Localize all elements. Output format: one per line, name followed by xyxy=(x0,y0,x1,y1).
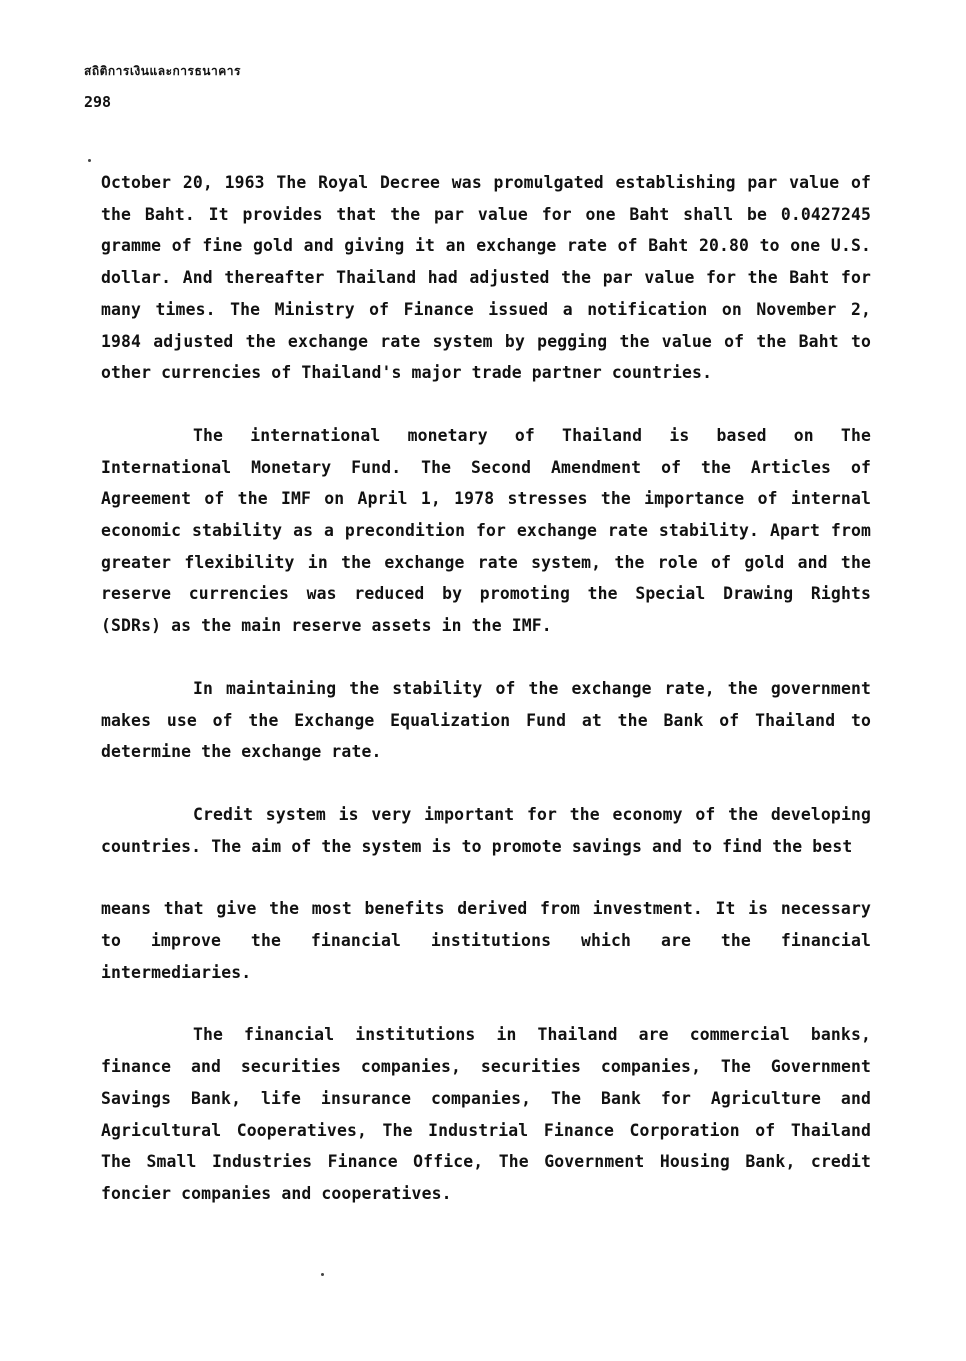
page-number: 298 xyxy=(84,93,112,111)
paragraph-credit-system: Credit system is very important for the economy of the developing countries. The aim of the system is to promote savings and to find the best xyxy=(101,804,871,856)
running-header-title: สถิติการเงินและการธนาคาร xyxy=(84,64,241,78)
paragraph-international-monetary: The international monetary of Thailand is based on The International Monetary Fund. The Second Amendment of the Articles of Agreement of the IMF on April 1, 1978 stresses the importance of internal economic stability as a precondition for exchange rate stability. Apart from greater flexibility in the exchange rate system, the role of gold and the reserve currencies was reduced by promoting the Special Drawing Rights (SDRs) as the main reserve assets in the IMF. xyxy=(101,425,871,636)
paragraph-financial-institutions: The financial institutions in Thailand are commercial banks, finance and securities companies, securities companies, The Government Savings Bank, life insurance companies, The Bank for Agriculture and Agricultural Cooperatives, The Industrial Finance Corporation of Thailand The Small Industries Finance Office, The Government Housing Bank, credit foncier companies and cooperatives. xyxy=(101,1025,871,1203)
scan-speck xyxy=(88,159,91,162)
scan-speck xyxy=(321,1273,324,1276)
page-body xyxy=(101,167,871,1210)
paragraph-exchange-stability: In maintaining the stability of the exchange rate, the government makes use of the Exchange Equalization Fund at the Bank of Thailand to determine the exchange rate. xyxy=(101,678,871,762)
paragraph-credit-system-continued: means that give the most benefits derived from investment. It is necessary to improve the financial institutions which are the financial intermediaries. xyxy=(101,899,871,982)
paragraph-par-value: October 20, 1963 The Royal Decree was promulgated establishing par value of the Baht. It provides that the par value for one Baht shall be 0.0427245 gramme of fine gold and giving it an exchange rate of Baht 20.80 to one U.S. dollar. And thereafter Thailand had adjusted the par value for the Baht for many times. The Ministry of Finance issued a notification on November 2, 1984 adjusted the exchange rate system by pegging the value of the Baht to other currencies of Thailand's major trade partner countries. xyxy=(101,173,871,383)
